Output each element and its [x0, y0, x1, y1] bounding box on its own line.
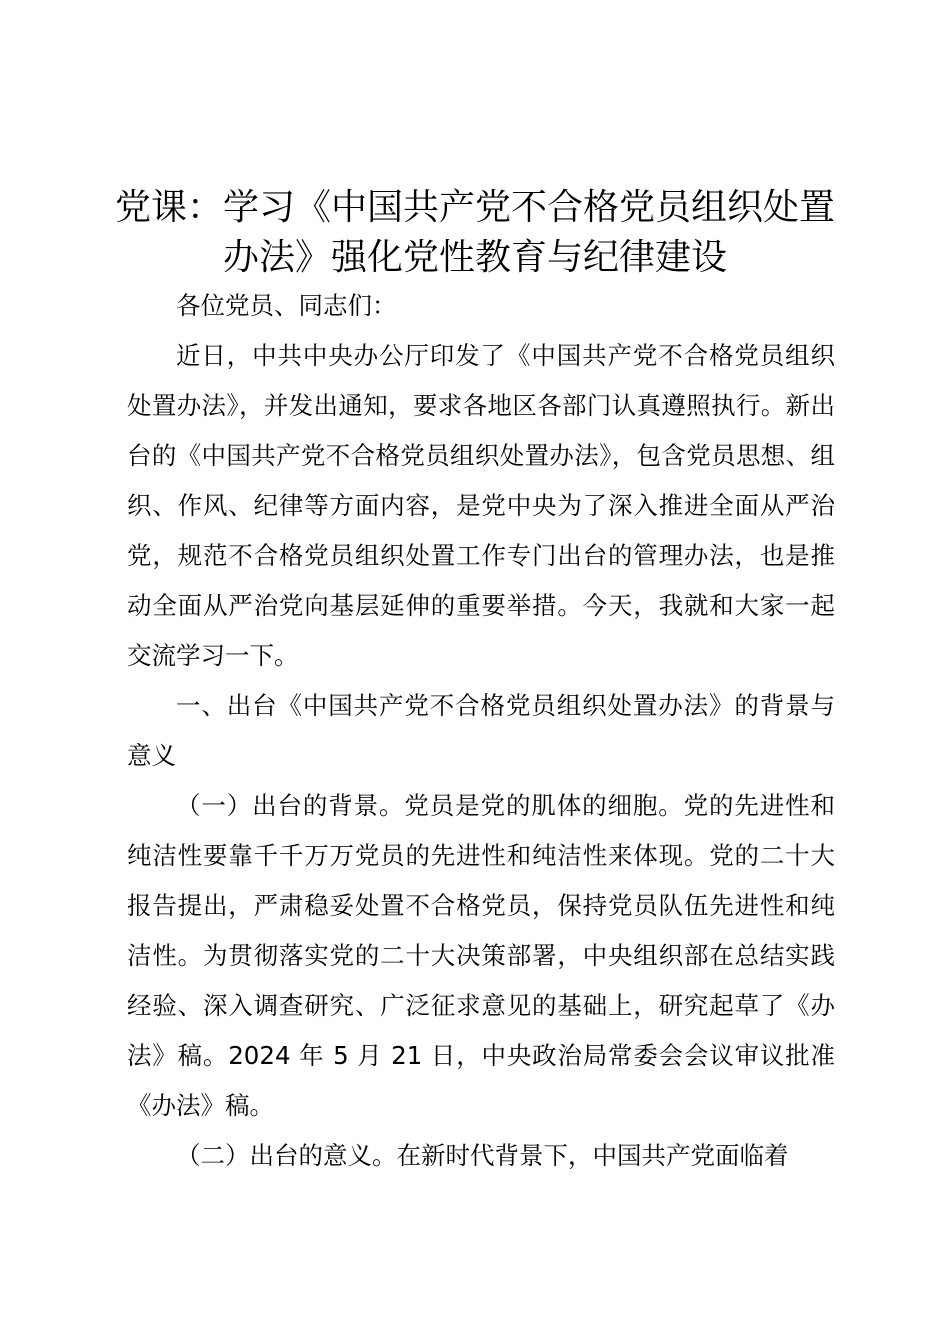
document-title-line-1: 党课：学习《中国共产党不合格党员组织处置 [114, 187, 835, 228]
significance-paragraph: （二）出台的意义。在新时代背景下，中国共产党面临着 [176, 1141, 789, 1170]
section-heading-1: 一、出台《中国共产党不合格党员组织处置办法》的背景与意义 [127, 691, 835, 770]
document-body [127, 281, 835, 1181]
intro-paragraph: 近日，中共中央办公厅印发了《中国共产党不合格党员组织处置办法》，并发出通知，要求各地区各部门认真遵照执行。新出台的《中国共产党不合格党员组织处置办法》，包含党员思想、组织、作风、纪律等方面内容，是党中央为了深入推进全面从严治党，规范不合格党员组织处置工作专门出台的管理办法，也是推动全面从严治党向基层延伸的重要举措。今天，我就和大家一起交流学习一下。 [127, 341, 835, 670]
background-paragraph: （一）出台的背景。党员是党的肌体的细胞。党的先进性和纯洁性要靠千千万万党员的先进性和纯洁性来体现。党的二十大报告提出，严肃稳妥处置不合格党员，保持党员队伍先进性和纯洁性。为贯彻落实党的二十大决策部署，中央组织部在总结实践经验、深入调查研究、广泛征求意见的基础上，研究起草了《办法》稿。2024 年 5 月 21 日，中央政治局常委会会议审议批准《办法》稿。 [127, 791, 835, 1120]
salutation-paragraph: 各位党员、同志们： [176, 291, 397, 320]
document-title-line-2: 办法》强化党性教育与纪律建设 [222, 237, 727, 278]
